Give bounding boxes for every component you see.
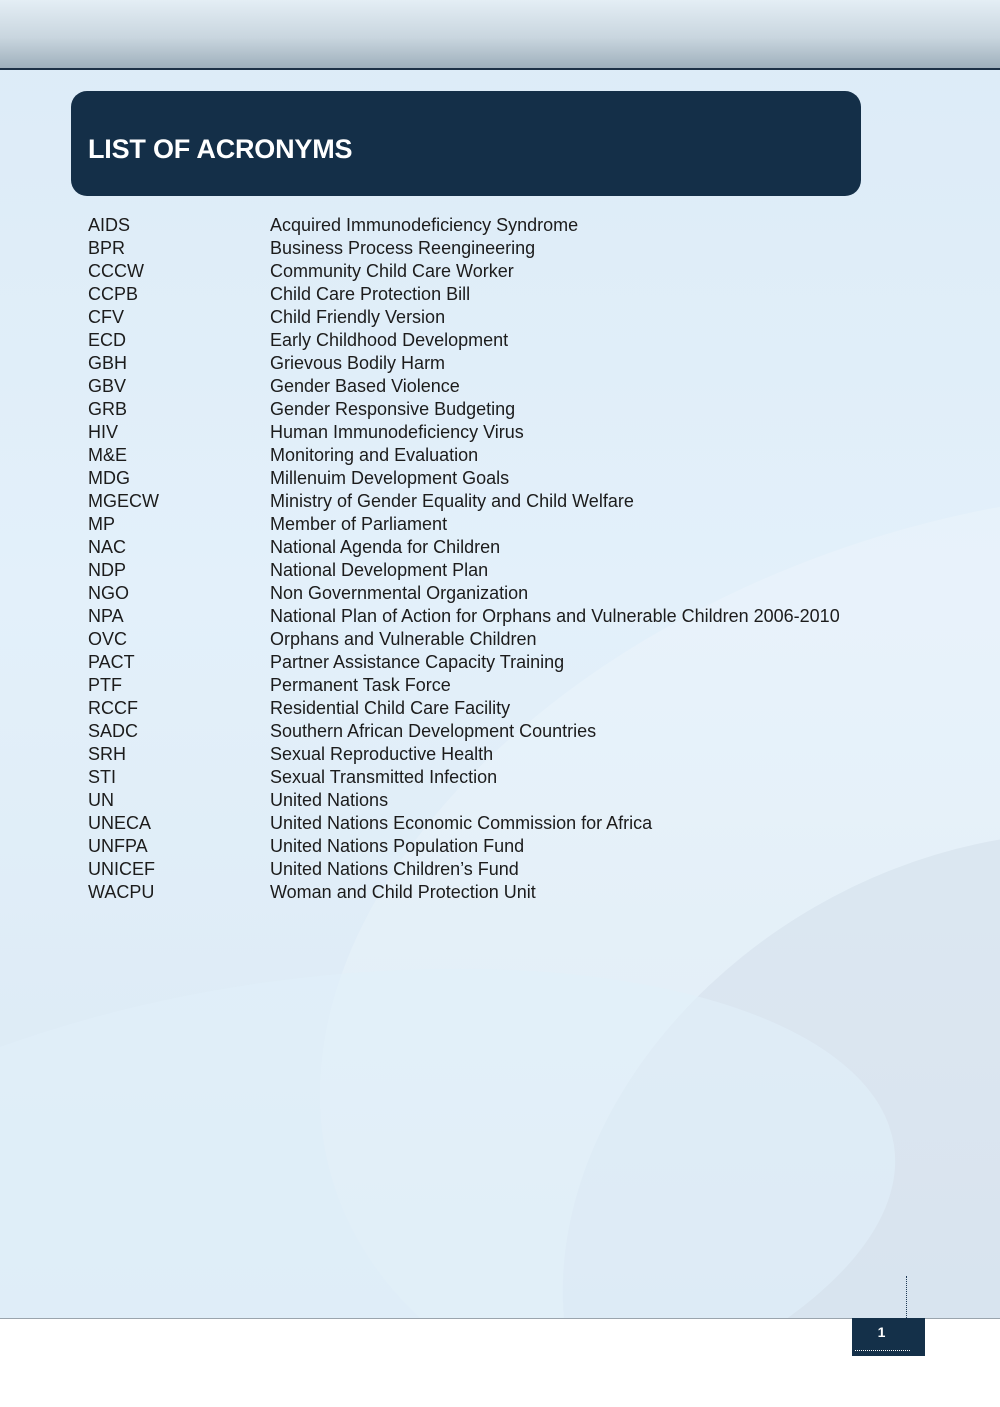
acronym-definition: Permanent Task Force: [270, 675, 451, 695]
acronym-abbreviation: UNFPA: [88, 836, 148, 856]
acronym-definition: United Nations: [270, 790, 389, 810]
acronym-abbreviation: UNECA: [88, 813, 152, 833]
acronym-abbreviation: GRB: [88, 399, 128, 419]
acronym-row: [88, 720, 868, 743]
acronym-abbreviation: M&E: [88, 445, 128, 465]
footer-dotted-line: [906, 1276, 907, 1318]
footer-divider: [0, 1318, 1000, 1319]
page-number-box: [852, 1318, 925, 1356]
acronym-definition: Acquired Immunodeficiency Syndrome: [270, 215, 579, 235]
acronym-definition: Residential Child Care Facility: [270, 698, 511, 718]
acronym-definition: National Development Plan: [270, 560, 489, 580]
acronym-abbreviation: HIV: [88, 422, 119, 442]
acronym-abbreviation: GBV: [88, 376, 127, 396]
acronym-definition: United Nations Economic Commission for Africa: [270, 813, 653, 833]
acronym-definition: Gender Based Violence: [270, 376, 460, 396]
acronym-row: [88, 306, 868, 329]
page-number-dotted-rule: [855, 1350, 910, 1351]
acronym-definition: Orphans and Vulnerable Children: [270, 629, 537, 649]
acronym-abbreviation: OVC: [88, 629, 128, 649]
acronym-row: [88, 444, 868, 467]
page-title: LIST OF ACRONYMS: [88, 134, 353, 164]
acronym-row: [88, 237, 868, 260]
acronym-abbreviation: PACT: [88, 652, 135, 672]
acronym-row: [88, 858, 868, 881]
acronym-row: [88, 674, 868, 697]
acronym-definition: Sexual Transmitted Infection: [270, 767, 498, 787]
acronym-abbreviation: MDG: [88, 468, 130, 488]
acronym-abbreviation: SADC: [88, 721, 139, 741]
acronym-definition: Grievous Bodily Harm: [270, 353, 446, 373]
acronym-definition: Non Governmental Organization: [270, 583, 529, 603]
acronym-abbreviation: AIDS: [88, 215, 131, 235]
acronym-definition: Member of Parliament: [270, 514, 448, 534]
acronym-definition: Southern African Development Countries: [270, 721, 597, 741]
acronym-abbreviation: PTF: [88, 675, 122, 695]
acronym-definition: Partner Assistance Capacity Training: [270, 652, 565, 672]
acronym-abbreviation: NGO: [88, 583, 130, 603]
acronym-abbreviation: WACPU: [88, 882, 155, 902]
acronym-row: [88, 490, 868, 513]
acronym-abbreviation: STI: [88, 767, 117, 787]
acronym-abbreviation: GBH: [88, 353, 128, 373]
acronym-row: [88, 651, 868, 674]
acronym-row: [88, 467, 868, 490]
acronym-row: [88, 812, 868, 835]
acronym-abbreviation: NPA: [88, 606, 124, 626]
acronym-definition: Ministry of Gender Equality and Child Welfare: [270, 491, 634, 511]
acronym-row: [88, 559, 868, 582]
acronym-row: [88, 260, 868, 283]
acronym-abbreviation: CCCW: [88, 261, 144, 281]
acronym-abbreviation: MGECW: [88, 491, 159, 511]
acronym-definition: United Nations Children’s Fund: [270, 859, 519, 879]
acronym-definition: United Nations Population Fund: [270, 836, 525, 856]
acronym-abbreviation: UNICEF: [88, 859, 155, 879]
acronym-row: [88, 743, 868, 766]
acronym-definition: Child Friendly Version: [270, 307, 446, 327]
acronym-row: [88, 375, 868, 398]
acronym-row: [88, 536, 868, 559]
acronym-abbreviation: ECD: [88, 330, 127, 350]
acronym-definition: Child Care Protection Bill: [270, 284, 471, 304]
page-number: 1: [877, 1324, 886, 1340]
acronym-row: [88, 214, 868, 237]
acronym-row: [88, 283, 868, 306]
acronym-definition: Gender Responsive Budgeting: [270, 399, 516, 419]
acronym-abbreviation: NDP: [88, 560, 127, 580]
acronym-row: [88, 329, 868, 352]
acronym-row: [88, 513, 868, 536]
acronym-row: [88, 766, 868, 789]
acronym-row: [88, 697, 868, 720]
acronym-definition: Woman and Child Protection Unit: [270, 882, 536, 902]
acronym-abbreviation: MP: [88, 514, 115, 534]
acronym-row: [88, 605, 868, 628]
acronym-definition: National Agenda for Children: [270, 537, 501, 557]
title-banner: [71, 91, 861, 196]
acronym-abbreviation: UN: [88, 790, 114, 810]
acronym-abbreviation: NAC: [88, 537, 127, 557]
acronym-row: [88, 582, 868, 605]
header-band: [0, 0, 1000, 70]
acronym-definition: Monitoring and Evaluation: [270, 445, 479, 465]
acronym-row: [88, 835, 868, 858]
acronym-row: [88, 421, 868, 444]
acronym-abbreviation: CFV: [88, 307, 124, 327]
acronym-definition: Millenuim Development Goals: [270, 468, 510, 488]
acronym-row: [88, 789, 868, 812]
acronym-abbreviation: CCPB: [88, 284, 139, 304]
acronym-definition: Human Immunodeficiency Virus: [270, 422, 524, 442]
acronym-row: [88, 628, 868, 651]
acronym-abbreviation: RCCF: [88, 698, 138, 718]
acronym-definition: Business Process Reengineering: [270, 238, 536, 258]
acronym-definition: Community Child Care Worker: [270, 261, 514, 281]
acronym-definition: Early Childhood Development: [270, 330, 509, 350]
acronym-row: [88, 881, 868, 904]
acronym-row: [88, 352, 868, 375]
acronym-definition: National Plan of Action for Orphans and Vulnerable Children 2006-2010: [270, 606, 840, 626]
acronym-list: [88, 214, 868, 904]
acronym-abbreviation: BPR: [88, 238, 126, 258]
acronym-definition: Sexual Reproductive Health: [270, 744, 494, 764]
acronym-abbreviation: SRH: [88, 744, 127, 764]
acronym-row: [88, 398, 868, 421]
